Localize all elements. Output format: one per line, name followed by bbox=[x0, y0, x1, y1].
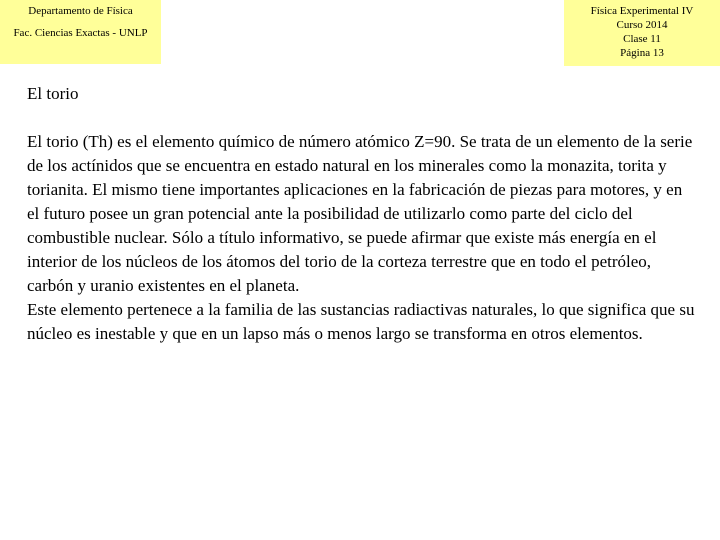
header-right-box bbox=[564, 0, 720, 66]
page-number-label: Página 13 bbox=[620, 47, 664, 59]
slide-body bbox=[27, 130, 697, 346]
course-label: Física Experimental IV bbox=[590, 5, 694, 17]
faculty-label: Fac. Ciencias Exactas - UNLP bbox=[13, 27, 148, 39]
body-paragraph-2: Este elemento pertenece a la familia de las sustancias radiactivas naturales, lo que significa que su núcleo es inestable y que en un lapso más o menos largo se transforma en otros elementos. bbox=[27, 300, 695, 343]
year-label: Curso 2014 bbox=[616, 19, 668, 31]
header-left-box bbox=[0, 0, 161, 64]
body-paragraph-1: El torio (Th) es el elemento químico de número atómico Z=90. Se trata de un elemento de la serie de los actínidos que se encuentra en estado natural en los minerales como la monazita, torita y torianita. El mismo tiene importantes aplicaciones en la fabricación de piezas para motores, y en el futuro posee un gran potencial ante la posibilidad de utilizarlo como parte del ciclo del combustible nuclear. Sólo a título informativo, se puede afirmar que existe más energía en el interior de los núcleos de los átomos del torio de la corteza terrestre que en todo el petróleo, carbón y uranio existentes en el planeta. bbox=[27, 132, 693, 295]
department-label: Departamento de Física bbox=[28, 5, 133, 17]
slide-title: El torio bbox=[27, 84, 79, 103]
lesson-label: Clase 11 bbox=[623, 33, 661, 45]
